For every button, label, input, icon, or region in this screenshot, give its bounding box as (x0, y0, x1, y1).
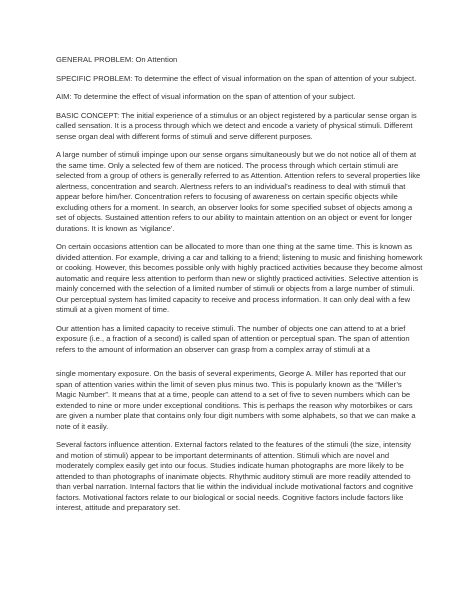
aim: AIM: To determine the effect of visual information on the span of attention of your subject. (56, 92, 356, 101)
paragraph-divided-attention: On certain occasions attention can be allocated to more than one thing at the same time. This is known as divided attention. For example, driving a car and talking to a friend; listening to music and finishing homework or cooking. However, this becomes possible only with highly practiced activities because they become almost automatic and require less attention to perform than new or slightly practiced activities. Selective attention is mainly concerned with the selection of a limited number of stimuli or objects from a large number of stimuli. Our perceptual system has limited capacity to receive and process information. It can only deal with a few stimuli at a given moment of time. (56, 242, 423, 314)
paragraph-millers-number: single momentary exposure. On the basis of several experiments, George A. Miller has reported that our span of attention varies within the limit of seven plus minus two. This is popularly known as the “Miller’s Magic Number”. It means that at a time, people can attend to a set of five to seven numbers which can be extended to nine or more under exceptional conditions. This is perhaps the reason why motorbikes or cars are given a number plate that contains only four digit numbers with some alphabets, so that we can make a note of it easily. (56, 369, 416, 431)
paragraph-attention-definition: A large number of stimuli impinge upon our sense organs simultaneously but we do not notice all of them at the same time. Only a selected few of them are noticed. The process through which certain stimuli are selected from a group of others is generally referred to as Attention. Attention refers to several properties like alertness, concentration and search. Alertness refers to an individual’s readiness to deal with stimuli that appear before him/her. Concentration refers to focusing of awareness on certain specific objects while excluding others for a moment. In search, an observer looks for some specified subset of objects among a set of objects. Sustained attention refers to our ability to maintain attention on an object or event for longer durations. It is known as ‘vigilance’. (56, 150, 421, 233)
paragraph-span-of-attention: Our attention has a limited capacity to receive stimuli. The number of objects one can attend to at a brief exposure (i.e., a fraction of a second) is called span of attention or perceptual span. The span of attention refers to the amount of information an observer can grasp from a complex array of stimuli at a (56, 323, 410, 354)
general-problem: GENERAL PROBLEM: On Attention (56, 55, 178, 64)
specific-problem: SPECIFIC PROBLEM: To determine the effect of visual information on the span of attention of your subject. (56, 73, 417, 83)
paragraph-factors: Several factors influence attention. External factors related to the features of the stimuli (the size, intensity and motion of stimuli) appear to be important determinants of attention. Stimuli which are novel and moderately complex easily get into our focus. Studies indicate human photographs are more likely to be attended to than photographs of inanimate objects. Rhythmic auditory stimuli are more readily attended to than verbal narration. Internal factors that lie within the individual include motivational factors and cognitive factors. Motivational factors relate to our biological or social needs. Cognitive factors include factors like interest, attitude and preparatory set. (56, 440, 414, 512)
basic-concept: BASIC CONCEPT: The initial experience of a stimulus or an object registered by a particular sense organ is called sensation. It is a process through which we detect and encode a variety of physical stimuli. Different sense organ deal with different forms of stimuli and serve different purposes. (56, 110, 417, 141)
